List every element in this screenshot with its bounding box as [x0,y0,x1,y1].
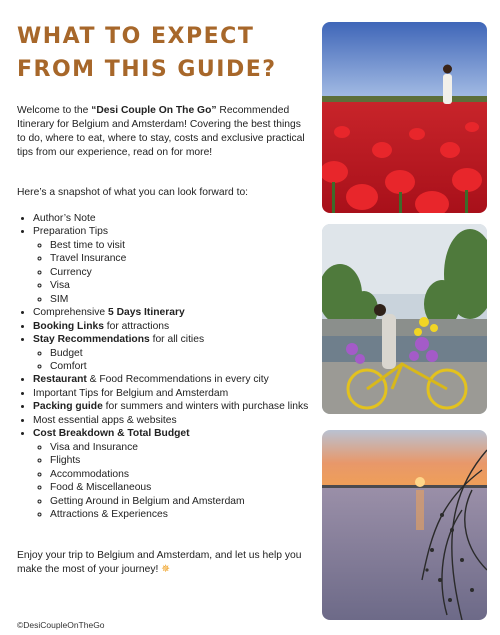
budget-sublist [33,441,333,522]
list-item [33,306,333,319]
intro-text-start: Welcome to the [17,105,92,116]
sparkle-icon: ✵ [161,564,170,575]
list-item-text: Author’s Note [33,213,96,224]
sunset-water-image [322,430,487,620]
list-item-bold: 5 Days Itinerary [107,307,185,319]
sublist-item: ◦ Visa and Insurance [50,441,333,454]
amsterdam-canal-image [322,224,487,414]
list-item [33,373,333,386]
page-title [17,20,307,86]
list-item-text: for attractions [103,320,170,332]
list-item [33,212,333,225]
list-item [33,414,333,427]
sublist-item: ◦ Attractions & Experiences [50,508,333,521]
sublist-item: ◦ Best time to visit [50,239,333,252]
list-item-text: & Food Recommendations in every city [86,374,269,386]
sublist-item: ◦ Currency [50,266,333,279]
closing-text: Enjoy your trip to Belgium and Amsterdam, and let us help you make the most of your journey! [17,550,302,575]
tulip-field-image [322,22,487,213]
list-item-bold: Packing guide [33,401,103,413]
closing-paragraph [17,549,317,577]
list-item [33,225,333,306]
sublist-item: ◦ Visa [50,279,333,292]
snapshot-heading: Here’s a snapshot of what you can look forward to: [17,187,249,198]
title-line-2: FROM THIS GUIDE? [17,57,277,82]
copyright-notice: ©DesiCoupleOnTheGo [17,620,105,630]
sublist-item: ◦ Accommodations [50,468,333,481]
amsterdam-canal-photo [322,224,487,414]
list-item-text: for all cities [149,334,205,346]
sublist-item: ◦ Budget [50,347,333,360]
list-item-text: Important Tips for Belgium and Amsterdam [33,387,229,399]
intro-text-end: Recommended Itinerary for Belgium and Amsterdam! Covering the best things to do, where to eat, where to stay, costs and exclusive practical tips from our experience, read on for more! [17,105,305,158]
sublist-item: ◦ Comfort [50,360,333,373]
list-item [33,387,333,400]
list-item-text: Preparation Tips [33,226,108,238]
list-item-bold: Stay Recommendations [33,334,150,346]
title-line-1: WHAT TO EXPECT [17,24,255,49]
list-item-text: Most essential apps & websites [33,414,177,426]
sublist-item: ◦ Food & Miscellaneous [50,481,333,494]
list-item-text: for summers and winters with purchase links [102,401,309,413]
contents-list [17,212,333,521]
list-item-text: Comprehensive [33,307,108,319]
intro-paragraph [17,104,312,160]
intro-brand-name: “Desi Couple On The Go” [91,105,217,116]
sunset-water-photo [322,430,487,620]
sublist-item: ◦ SIM [50,293,333,306]
list-item [33,400,333,413]
list-item [33,320,333,333]
preparation-sublist [33,239,333,306]
tulip-field-photo [322,22,487,213]
list-item [33,427,333,521]
sublist-item: ◦ Travel Insurance [50,252,333,265]
sublist-item: ◦ Getting Around in Belgium and Amsterdam [50,495,333,508]
sublist-item: ◦ Flights [50,454,333,467]
stay-sublist [33,347,333,374]
list-item-bold: Cost Breakdown & Total Budget [33,428,190,440]
list-item [33,333,333,373]
list-item-bold: Restaurant [33,374,87,386]
list-item-bold: Booking Links [33,320,104,332]
